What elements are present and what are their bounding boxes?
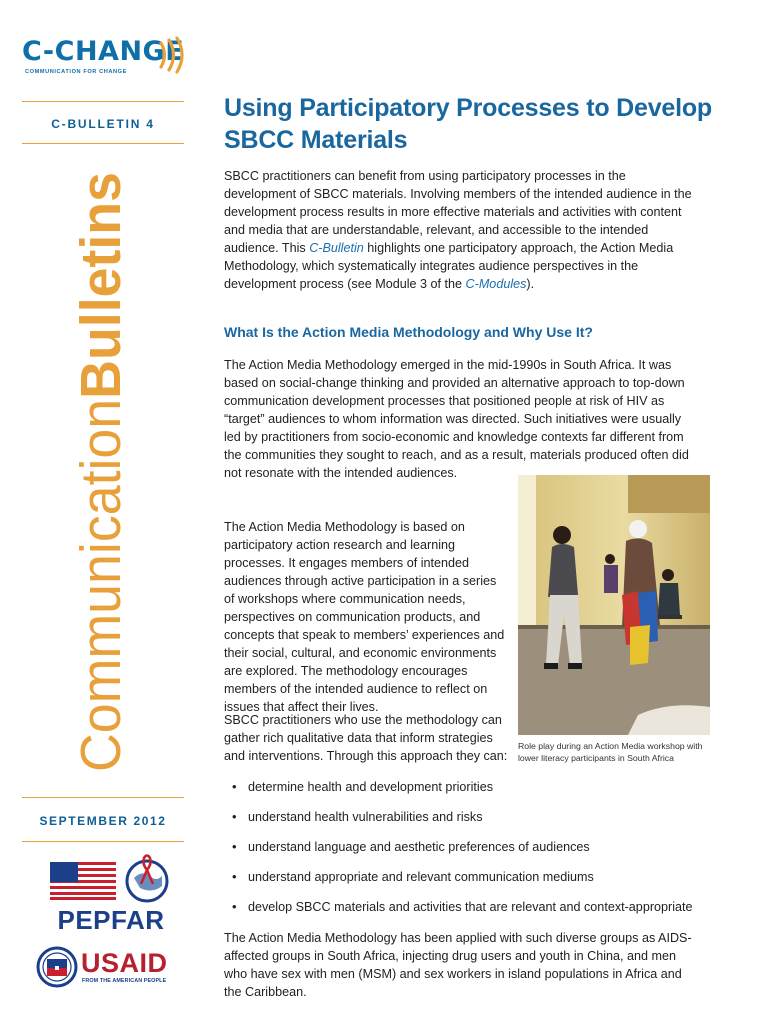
list-item: • understand appropriate and relevant communication mediums — [230, 868, 730, 898]
divider — [22, 101, 184, 102]
list-item: • understand language and aesthetic preferences of audiences — [230, 838, 730, 868]
list-item: • develop SBCC materials and activities that are relevant and context-appropriate — [230, 898, 730, 928]
c-modules-reference: C-Modules — [465, 277, 527, 291]
body-paragraph: The Action Media Methodology has been applied with such diverse groups as AIDS-affected groups in South Africa, injecting drug users and youth in China, and men who have sex with men (MSM) and sex workers in island populations in Africa and the Caribbean. — [224, 931, 692, 999]
pepfar-logo — [44, 858, 178, 934]
divider — [22, 143, 184, 144]
vertical-title-part2: Bulletins — [69, 158, 133, 399]
intro-text: SBCC practitioners can benefit from using participatory processes in the development of SBCC materials. Involving members of the intended audience in the development process results in more effective materials and activities with content and media that are understandable, relevant, and accessible to the intended audience. This — [224, 169, 692, 255]
vertical-series-title — [69, 158, 133, 776]
svg-text:CommunicationBulletins — [69, 158, 133, 772]
body-paragraph: The Action Media Methodology is based on participatory action research and learning processes. It engages members of intended audiences through active participation in a series of workshops where communication needs, perspectives on communication products, and concepts that speak to members’ experiences and their social, cultural, and economic environments are explored. The methodology encourages members of the intended audience to reflect on issues that affect their lives. — [224, 520, 505, 714]
bullet-list — [230, 778, 730, 928]
intro-text: ). — [526, 277, 535, 291]
workshop-photo — [518, 475, 710, 735]
usaid-wordmark: USAID — [81, 948, 168, 978]
section-heading: What Is the Action Media Methodology and Why Use It? — [224, 324, 593, 340]
divider — [22, 797, 184, 798]
list-item: • understand health vulnerabilities and risks — [230, 808, 730, 838]
c-bulletin-reference: C-Bulletin — [309, 241, 364, 255]
us-flag-icon — [50, 862, 116, 900]
divider — [22, 841, 184, 842]
logo-wordmark: C-CHANGE — [22, 36, 185, 67]
usaid-tagline: FROM THE AMERICAN PEOPLE — [82, 978, 167, 984]
globe-ribbon-icon — [122, 854, 172, 904]
sound-waves-icon — [157, 37, 187, 73]
page-title: Using Participatory Processes to Develop SBCC Materials — [224, 94, 713, 154]
intro-text: highlights one participatory approach, the Action Media Methodology, which systematically integrates audience perspectives in the development process (see Module 3 of the — [224, 241, 674, 291]
list-item: • determine health and development priorities — [230, 778, 730, 808]
pepfar-wordmark: PEPFAR — [57, 905, 165, 935]
bulletin-number: C-BULLETIN 4 — [51, 117, 155, 131]
usaid-logo — [36, 944, 184, 992]
publication-date: SEPTEMBER 2012 — [39, 814, 167, 828]
vertical-title-part1: Communication — [69, 376, 133, 772]
usaid-seal-icon — [36, 946, 78, 988]
body-paragraph: SBCC practitioners who use the methodology can gather rich qualitative data that inform strategies and interventions. Through this approach they can: — [224, 713, 508, 763]
intro-paragraph — [224, 167, 700, 293]
photo-caption: Role play during an Action Media workshop with lower literacy participants in South Africa — [518, 741, 703, 763]
body-paragraph: The Action Media Methodology emerged in the mid-1990s in South Africa. It was based on social-change thinking and provided an alternative approach to top-down communication development processes that positioned people at risk of HIV as “target” audiences to whom information was directed. Such initiatives were usually led by practitioners from socio-economic and knowledge contexts far different from the communities they sought to reach, and as a result, materials produced often did not resonate with the intended audiences. — [224, 358, 689, 480]
c-change-logo — [22, 36, 192, 88]
logo-tagline: COMMUNICATION FOR CHANGE — [25, 69, 127, 75]
